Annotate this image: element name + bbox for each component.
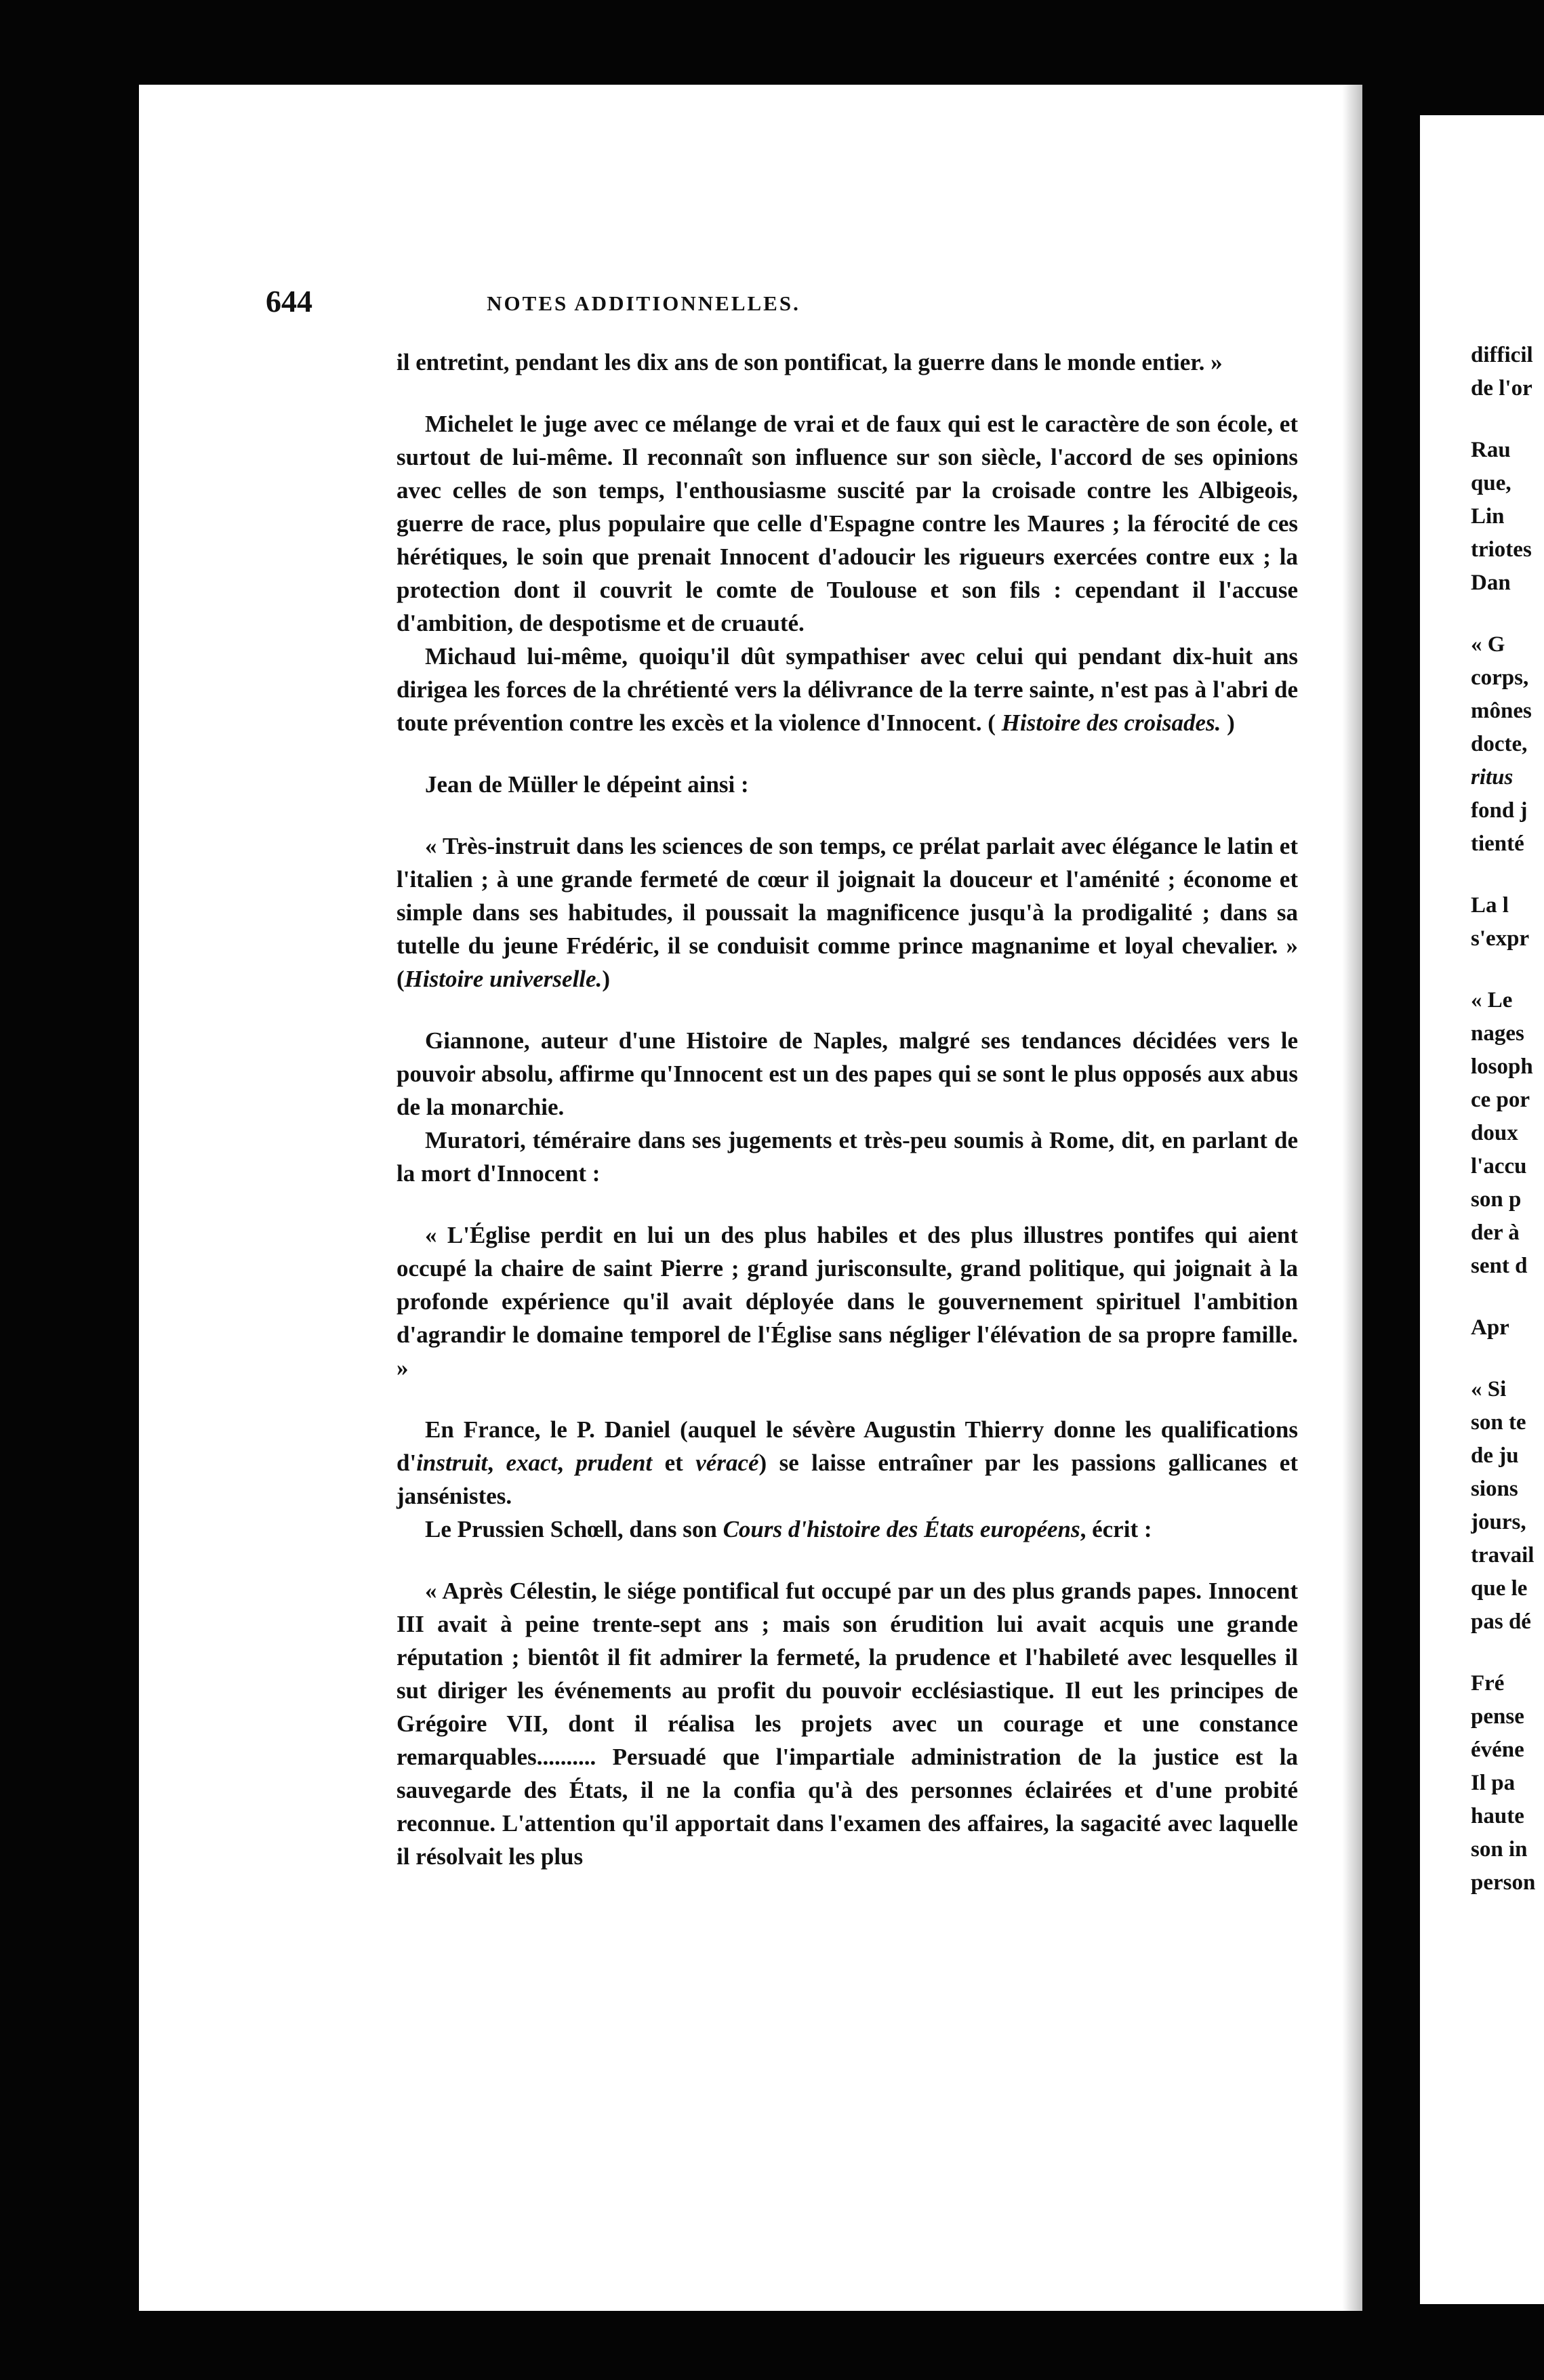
right-line: « Le xyxy=(1471,988,1513,1012)
right-line: sent d xyxy=(1471,1254,1528,1278)
running-title: NOTES ADDITIONNELLES. xyxy=(487,291,800,315)
right-line: La l xyxy=(1471,893,1509,918)
page-gutter-shadow xyxy=(1342,85,1362,2311)
right-line: que, xyxy=(1471,471,1511,495)
paragraph: il entretint, pendant les dix ans de son pontificat, la guerre dans le monde entier. » xyxy=(397,349,1223,375)
right-line: Il pa xyxy=(1471,1771,1516,1795)
paragraph: Le Prussien Schœll, dans son Cours d'histoire des États européens, écrit : xyxy=(425,1516,1152,1542)
right-line: nages xyxy=(1471,1021,1524,1046)
right-line: s'expr xyxy=(1471,926,1530,951)
right-line: sions xyxy=(1471,1477,1518,1501)
right-line: fond j xyxy=(1471,798,1528,823)
quotation: « Après Célestin, le siége pontifical fut occupé par un des plus grands papes. Innocent III avait à peine trente-sept ans ; mais son érudition lui avait acquis une grande réputation ; bientôt il fit admirer la fermeté, la prudence et l'habileté avec lesquelles il sut diriger les événements au profit du pouvoir ecclésiastique. Il eut les principes de Grégoire VII, dont il réalisa les projets avec un courage et une constance remarquables.......... Persuadé que l'impartiale administration de la justice est la sauvegarde des États, il ne la confia qu'à des personnes éclairées et d'une probité reconnue. L'attention qu'il apportait dans l'examen des affaires, la sagacité avec laquelle il résolvait les plus xyxy=(397,1578,1298,1870)
right-line: ritus xyxy=(1471,765,1513,789)
right-line: de l'or xyxy=(1471,376,1532,401)
right-line: travail xyxy=(1471,1543,1535,1567)
right-line: difficil xyxy=(1471,343,1533,367)
citation: Histoire des croisades. xyxy=(1001,710,1221,736)
right-line: der à xyxy=(1471,1220,1520,1245)
right-line: son p xyxy=(1471,1187,1522,1212)
right-line: Dan xyxy=(1471,571,1511,595)
paragraph: En France, le P. Daniel (auquel le sévère Augustin Thierry donne les qualifications d'instruit, exact, prudent et véracé) se laisse entraîner par les passions gallicanes et jansénistes. xyxy=(397,1416,1298,1509)
right-line: son te xyxy=(1471,1410,1526,1435)
right-line: jours, xyxy=(1471,1510,1526,1534)
page-number: 644 xyxy=(266,284,312,319)
right-line: docte, xyxy=(1471,732,1528,756)
right-line: Apr xyxy=(1471,1315,1509,1340)
right-line: de ju xyxy=(1471,1443,1519,1468)
right-line: Lin xyxy=(1471,504,1505,529)
right-line: Rau xyxy=(1471,438,1511,462)
right-line: losoph xyxy=(1471,1054,1533,1079)
right-line: tienté xyxy=(1471,832,1524,856)
right-page-text xyxy=(1471,339,1544,1900)
right-line: triotes xyxy=(1471,537,1532,562)
paragraph: Giannone, auteur d'une Histoire de Naples, malgré ses tendances décidées vers le pouvoir absolu, affirme qu'Innocent est un des papes qui se sont le plus opposés aux abus de la monarchie. xyxy=(397,1027,1298,1120)
paragraph: Jean de Müller le dépeint ainsi : xyxy=(425,771,749,798)
right-line: mônes xyxy=(1471,699,1532,723)
quotation: « Très-instruit dans les sciences de son temps, ce prélat parlait avec élégance le latin et l'italien ; à une grande fermeté de cœur il joignait la douceur et l'aménité ; économe et simple dans ses habitudes, il poussait la magnificence jusqu'à la prodigalité ; dans sa tutelle du jeune Frédéric, il se conduisit comme prince magnanime et loyal chevalier. » (Histoire universelle.) xyxy=(397,833,1298,992)
citation: Histoire universelle. xyxy=(404,966,603,992)
right-line: person xyxy=(1471,1870,1536,1895)
right-line: doux xyxy=(1471,1121,1518,1145)
paragraph: Michaud lui-même, quoiqu'il dût sympathiser avec celui qui pendant dix-huit ans dirigea les forces de la chrétienté vers la délivrance de la terre sainte, n'est pas à l'abri de toute prévention contre les excès et la violence d'Innocent. ( Histoire des croisades. ) xyxy=(397,643,1298,736)
right-line: « Si xyxy=(1471,1377,1507,1401)
quotation: « L'Église perdit en lui un des plus habiles et des plus illustres pontifes qui aient occupé la chaire de saint Pierre ; grand jurisconsulte, grand politique, qui joignait à la profonde expérience qu'il avait déployée dans le gouvernement spirituel l'ambition d'agrandir le domaine temporel de l'Église sans négliger l'élévation de sa propre famille. » xyxy=(397,1222,1298,1381)
page-header xyxy=(266,283,1021,324)
right-line: « G xyxy=(1471,632,1505,657)
text-body xyxy=(397,346,1298,1873)
paragraph: Muratori, téméraire dans ses jugements et très-peu soumis à Rome, dit, en parlant de la mort d'Innocent : xyxy=(397,1127,1298,1187)
right-line: l'accu xyxy=(1471,1154,1527,1178)
right-line: événe xyxy=(1471,1738,1524,1762)
right-line: Fré xyxy=(1471,1671,1505,1696)
right-line: ce por xyxy=(1471,1088,1530,1112)
paragraph: Michelet le juge avec ce mélange de vrai et de faux qui est le caractère de son école, et surtout de lui-même. Il reconnaît son influence sur son siècle, l'accord de ses opinions avec celles de son temps, l'enthousiasme suscité par la croisade contre les Albigeois, guerre de race, plus populaire que celle d'Espagne contre les Maures ; la férocité de ces hérétiques, le soin que prenait Innocent d'adoucir les rigueurs exercées contre eux ; la protection dont il couvrit le comte de Toulouse et son fils : cependant il l'accuse d'ambition, de despotisme et de cruauté. xyxy=(397,411,1298,636)
right-line: haute xyxy=(1471,1804,1524,1828)
right-line: que le xyxy=(1471,1576,1528,1601)
right-line: corps, xyxy=(1471,665,1529,690)
right-line: pas dé xyxy=(1471,1609,1531,1634)
right-line: pense xyxy=(1471,1704,1524,1729)
right-line: son in xyxy=(1471,1837,1528,1862)
